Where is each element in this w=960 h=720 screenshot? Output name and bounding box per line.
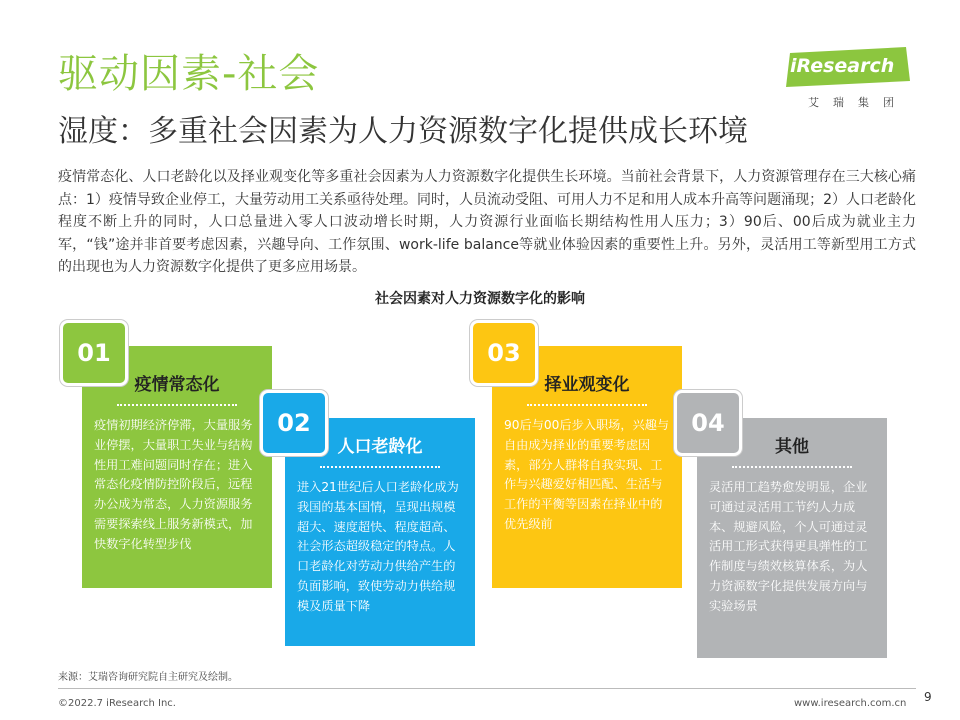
website-link[interactable]: www.iresearch.com.cn <box>794 698 907 709</box>
badge-02: 02 <box>260 390 328 456</box>
dotted-divider <box>732 466 852 468</box>
logo-cn: 艾瑞集团 <box>808 96 908 109</box>
page-title: 驱动因素-社会 <box>58 51 320 97</box>
card-text: 90后与00后步入职场，兴趣与自由成为择业的重要考虑因素，部分人群将自我实现、工作与兴趣爱好相匹配、生活与工作的平衡等因素在择业中的优先级前 <box>504 418 670 531</box>
card-title: 人口老龄化 <box>337 437 423 457</box>
page-subtitle: 湿度：多重社会因素为人力资源数字化提供成长环境 <box>58 114 748 149</box>
card-text: 疫情初期经济停滞，大量服务业停摆，大量职工失业与结构性用工难问题同时存在；进入常态化疫情防控阶段后，远程办公成为常态，人力资源服务需要探索线上服务新模式，加快数字化转型步伐 <box>94 418 253 551</box>
badge-04: 04 <box>674 390 742 456</box>
badge-03: 03 <box>470 320 538 386</box>
card-text: 灵活用工趋势愈发明显，企业可通过灵活用工节约人力成本、规避风险，个人可通过灵活用工形式获得更具弹性的工作制度与绩效核算体系，为人力资源数字化提供发展方向与实验场景 <box>709 480 868 613</box>
card-title: 疫情常态化 <box>134 375 220 395</box>
card-title: 择业观变化 <box>544 375 630 395</box>
dotted-divider <box>320 466 440 468</box>
dotted-divider <box>117 404 237 406</box>
diagram-title: 社会因素对人力资源数字化的影响 <box>375 291 585 307</box>
iresearch-logo <box>786 47 916 111</box>
badge-01: 01 <box>60 320 128 386</box>
logo-text: iResearch <box>790 55 895 77</box>
intro-paragraph: 疫情常态化、人口老龄化以及择业观变化等多重社会因素为人力资源数字化提供生长环境。当前社会背景下，人力资源管理存在三大核心痛点：1）疫情导致企业停工，大量劳动用工关系亟待处理。同时，人员流动受阻、可用人力不足和用人成本升高等问题涌现；2）人口老龄化程度不断上升的同时，人口总量进入零人口波动增长时期，人力资源行业面临长期结构性用人压力；3）90后、00后成为就业主力军，“钱”途并非首要考虑因素，兴趣导向、工作氛围、work-life balance等就业体验因素的重要性上升。另外，灵活用工等新型用工方式的出现也为人力资源数字化提供了更多应用场景。 <box>58 169 916 275</box>
card-title: 其他 <box>775 437 809 457</box>
copyright: ©2022.7 iResearch Inc. <box>58 698 176 709</box>
footer-divider <box>58 688 916 689</box>
card-text: 进入21世纪后人口老龄化成为我国的基本国情，呈现出规模超大、速度超快、程度超高、社会形态超级稳定的特点。人口老龄化对劳动力供给产生的负面影响，致使劳动力供给规模及质量下降 <box>297 480 459 613</box>
page-number: 9 <box>924 690 932 704</box>
dotted-divider <box>527 404 647 406</box>
source-note: 来源：艾瑞咨询研究院自主研究及绘制。 <box>58 672 238 683</box>
